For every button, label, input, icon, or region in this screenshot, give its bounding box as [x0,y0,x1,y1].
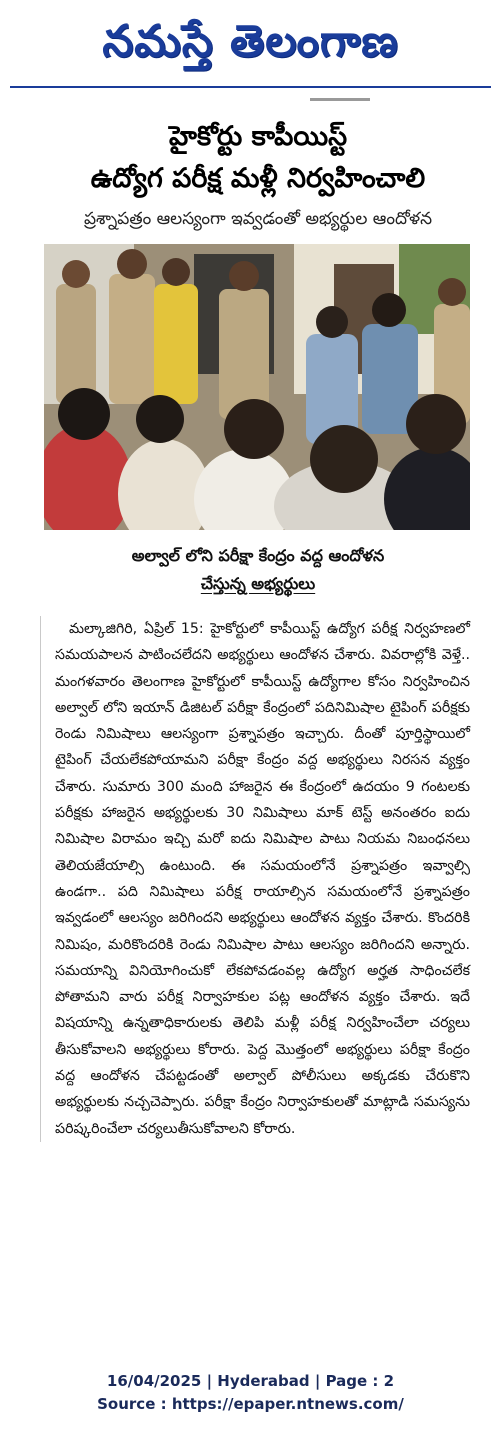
footer-meta: 16/04/2025 | Hyderabad | Page : 2 [106,1372,395,1390]
caption-line-1: అల్వాల్ లోని పరీక్షా కేంద్రం వద్ద ఆందోళన [131,546,385,565]
article-headline [40,116,476,200]
news-article [40,96,476,1142]
caption-line-2: చేస్తున్న అభ్యర్థులు [200,574,316,593]
protest-photo [44,244,470,530]
newspaper-logo: నమస్తే తెలంగాణ [102,16,399,67]
masthead-divider [10,86,491,88]
photo-illustration [44,244,470,530]
top-strip [40,96,476,108]
masthead [0,0,501,90]
headline-line-1: హైకోర్టు కాపీయిస్ట్ [168,121,348,152]
footer-source: Source : https://epaper.ntnews.com/ [97,1395,404,1413]
headline-line-2: ఉద్యోగ పరీక్ష మళ్లీ నిర్వహించాలి [90,163,426,194]
photo-caption [40,542,476,598]
clipping-mark [310,98,370,101]
article-body: మల్కాజిగిరి, ఏప్రిల్ 15: హైకోర్టులో కాపీయిస్ట్ ఉద్యోగ పరీక్ష నిర్వహణలో సమయపాలన పాటించలేదని అభ్యర్థులు ఆందోళన చేశారు. వివరాల్లోకి వెళ్తే.. మంగళవారం తెలంగాణ హైకోర్టులో కాపీయిస్ట్ ఉద్యోగాల కోసం నిర్వహించిన అల్వాల్ లోని ఇయాన్ డిజిటల్ పరీక్షా కేంద్రంలో పదినిమిషాల టైపింగ్ పరీక్షకు రెండు నిమిషాలు ఆలస్యంగా ప్రశ్నాపత్రం ఇచ్చారు. దీంతో పూర్తిస్థాయిలో టైపింగ్ చేయలేకపోయామని పరీక్షా కేంద్రం వద్ద అభ్యర్థులు నిరసన వ్యక్తం చేశారు. సుమారు 300 మంది హాజరైన ఈ కేంద్రంలో ఉదయం 9 గంటలకు పరీక్షకు హాజరైన అభ్యర్థులకు 30 నిమిషాలు మాక్ టెస్ట్ అనంతరం ఐదు నిమిషాల విరామం ఇచ్చి మరో ఐదు నిమిషాల పాటు నియమ నిబంధనలు తెలియజేయాల్సి ఉంటుంది. ఈ సమయంలోనే ప్రశ్నాపత్రం ఇవ్వాల్సి ఉండగా.. పది నిమిషాలు పరీక్ష రాయాల్సిన సమయంలోనే ప్రశ్నాపత్రం ఇవ్వడంలో ఆలస్యం జరిగిందని అభ్యర్థులు ఆందోళన వ్యక్తం చేశారు. కొందరికి నిమిషం, మరికొందరికి రెండు నిమిషాల పాటు ఆలస్యం జరిగిందని అన్నారు. సమయాన్ని వినియోగించుకో లేకపోవడంవల్ల ఉద్యోగ అర్హత సాధించలేక పోతామని వారు పరీక్ష నిర్వాహకుల పట్ల ఆందోళన వ్యక్తం చేశారు. ఇదే విషయాన్ని ఉన్నతాధికారులకు తెలిపి మళ్లీ పరీక్ష నిర్వహించేలా చర్యలు తీసుకోవాలని అభ్యర్థులు కోరారు. పెద్ద మొత్తంలో అభ్యర్థులు పరీక్షా కేంద్రం వద్ద ఆందోళన చేపట్టడంతో అల్వాల్ పోలీసులు అక్కడకు చేరుకొని అభ్యర్థులకు నచ్చచెప్పారు. పరీక్షా కేంద్రం నిర్వాహకులతో మాట్లాడి సమస్యను పరిష్కరించేలా చర్యలుతీసుకోవాలని కోరారు. [40,616,476,1142]
article-subheadline: ప్రశ్నాపత్రం ఆలస్యంగా ఇవ్వడంతో అభ్యర్థుల ఆందోళన [83,209,433,229]
